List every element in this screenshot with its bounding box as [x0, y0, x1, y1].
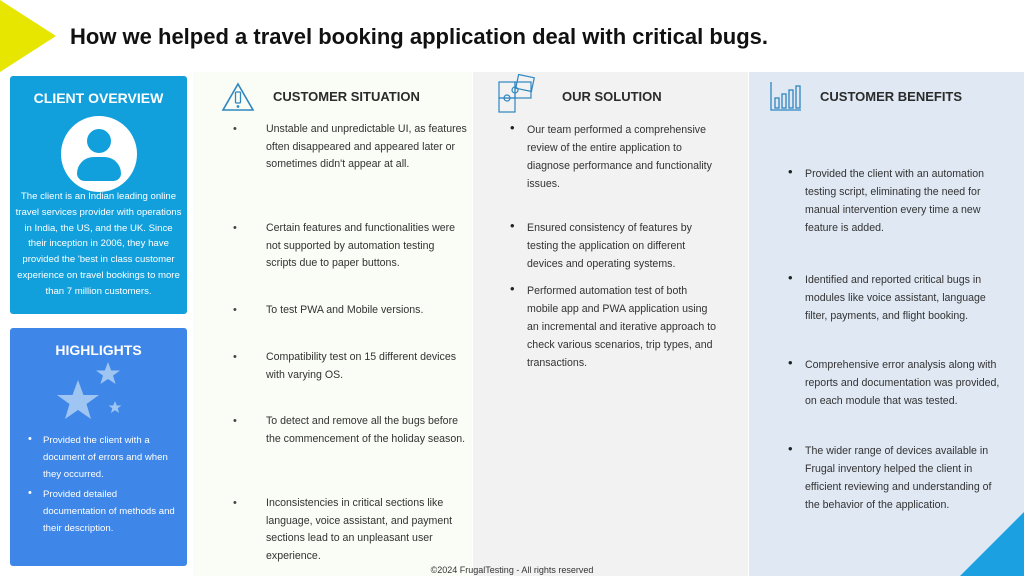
- list-item: • To test PWA and Mobile versions.: [231, 302, 467, 320]
- highlights-heading: HIGHLIGHTS: [55, 342, 142, 358]
- copyright-footer: ©2024 FrugalTesting - All rights reserved: [430, 565, 594, 575]
- corner-accent-triangle: [0, 0, 56, 72]
- highlights-card: [10, 328, 187, 566]
- list-item: • To detect and remove all the bugs before the commencement of the holiday season.: [231, 413, 467, 448]
- list-item: • Provided the client with an automation testing script, eliminating the need for manual intervention every time a new feature is added.: [787, 166, 1002, 238]
- customer-situation-heading: CUSTOMER SITUATION: [273, 89, 420, 104]
- list-item: • Ensured consistency of features by testing the application on different devices and operating systems.: [510, 220, 720, 274]
- client-overview-card: [10, 76, 187, 314]
- list-item: • Provided detailed documentation of methods and their description.: [28, 486, 179, 538]
- customer-benefits-heading: CUSTOMER BENEFITS: [820, 89, 963, 104]
- list-item: • Comprehensive error analysis along with reports and documentation was provided, on each module that was tested.: [787, 357, 1002, 411]
- bar-chart-icon: [769, 80, 803, 112]
- stars-icon: [50, 358, 150, 428]
- puzzle-icon: [497, 74, 537, 114]
- list-item: • Identified and reported critical bugs in modules like voice assistant, language filter, payments, and flight booking.: [787, 272, 1002, 326]
- client-overview-text: The client is an Indian leading online travel services provider with operations in India, the US, and the UK. Since their inception in 2006, they have provided the 'best in class customer experience on travel bookings to more than 7 million customers.: [15, 191, 182, 297]
- list-item: • Inconsistencies in critical sections like language, voice assistant, and payment sections lead to an unpleasant user experience.: [231, 495, 467, 565]
- warning-icon: [221, 82, 255, 112]
- list-item: • Our team performed a comprehensive review of the entire application to diagnose performance and functionality issues.: [510, 122, 720, 194]
- our-solution-heading: OUR SOLUTION: [562, 89, 662, 104]
- client-overview-heading: CLIENT OVERVIEW: [33, 90, 164, 106]
- list-item: • Provided the client with a document of errors and when they occurred.: [28, 432, 179, 484]
- list-item: • Compatibility test on 15 different devices with varying OS.: [231, 349, 467, 384]
- list-item: • The wider range of devices available in Frugal inventory helped the client in efficient reviewing and understanding of the behavior of the application.: [787, 443, 1002, 515]
- user-avatar-icon: [61, 116, 137, 192]
- list-item: • Unstable and unpredictable UI, as features often disappeared and appeared later or sometimes didn't appear at all.: [231, 121, 467, 174]
- list-item: • Certain features and functionalities were not supported by automation testing scripts due to paper buttons.: [231, 220, 467, 273]
- list-item: • Performed automation test of both mobile app and PWA application using an incremental and iterative approach to check various scenarios, trip types, and transactions.: [510, 283, 720, 373]
- highlights-list: [28, 432, 179, 539]
- page-title: How we helped a travel booking application deal with critical bugs.: [70, 24, 769, 49]
